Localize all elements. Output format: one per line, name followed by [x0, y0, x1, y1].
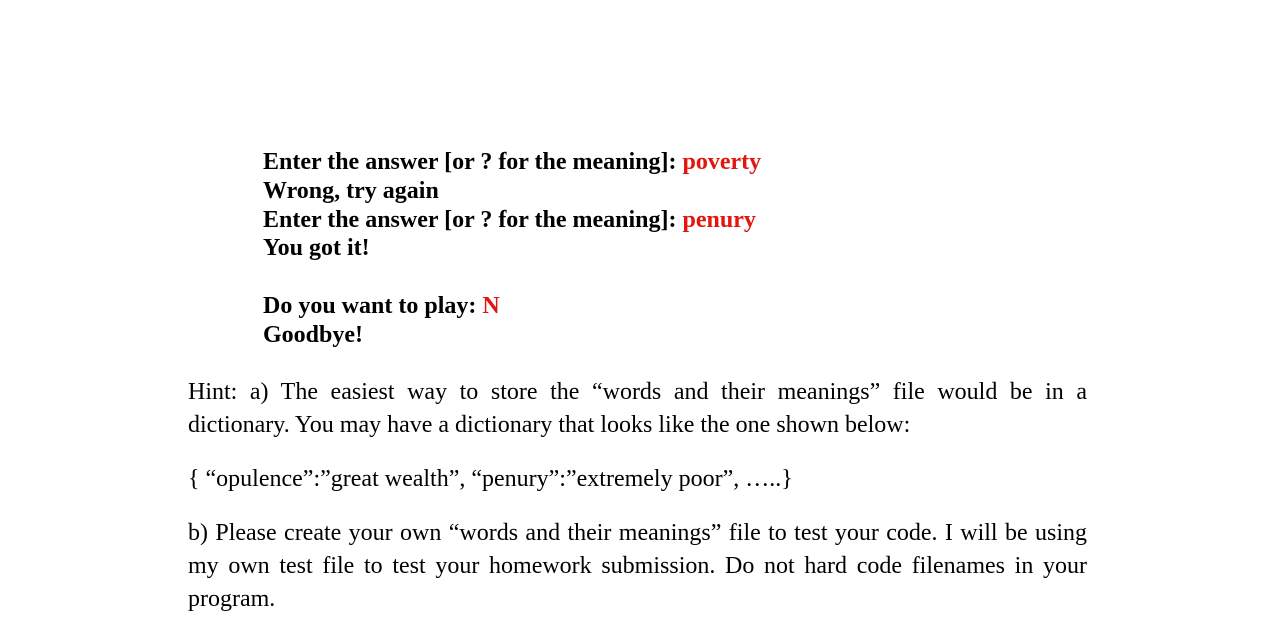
dictionary-example: { “opulence”:”great wealth”, “penury”:”extremely poor”, …..} [188, 466, 793, 492]
answer-prompt: Enter the answer [or ? for the meaning]: [263, 149, 683, 175]
transcript-line-play-prompt [263, 292, 761, 321]
transcript-line-correct: You got it! [263, 235, 370, 262]
transcript-line-wrong: Wrong, try again [263, 177, 439, 204]
answer-prompt: Enter the answer [or ? for the meaning]: [263, 206, 683, 233]
part-b-paragraph: b) Please create your own “words and their meanings” file to test your code. I will be using my own test file to test your homework submission. Do not hard code filenames in your program. [188, 520, 1087, 612]
console-transcript [263, 148, 761, 350]
hint-paragraph: Hint: a) The easiest way to store the “words and their meanings” file would be in a dictionary. You may have a dictionary that looks like the one shown below: [188, 379, 1087, 438]
user-input-text: N [482, 292, 500, 319]
transcript-blank-line [263, 263, 761, 292]
user-input-text: penury [682, 206, 756, 233]
transcript-line-answer-1 [263, 148, 761, 177]
transcript-line-goodbye: Goodbye! [263, 321, 364, 348]
user-input-text: poverty [682, 149, 762, 175]
transcript-line-answer-2 [263, 206, 761, 235]
play-prompt: Do you want to play: [263, 292, 483, 319]
